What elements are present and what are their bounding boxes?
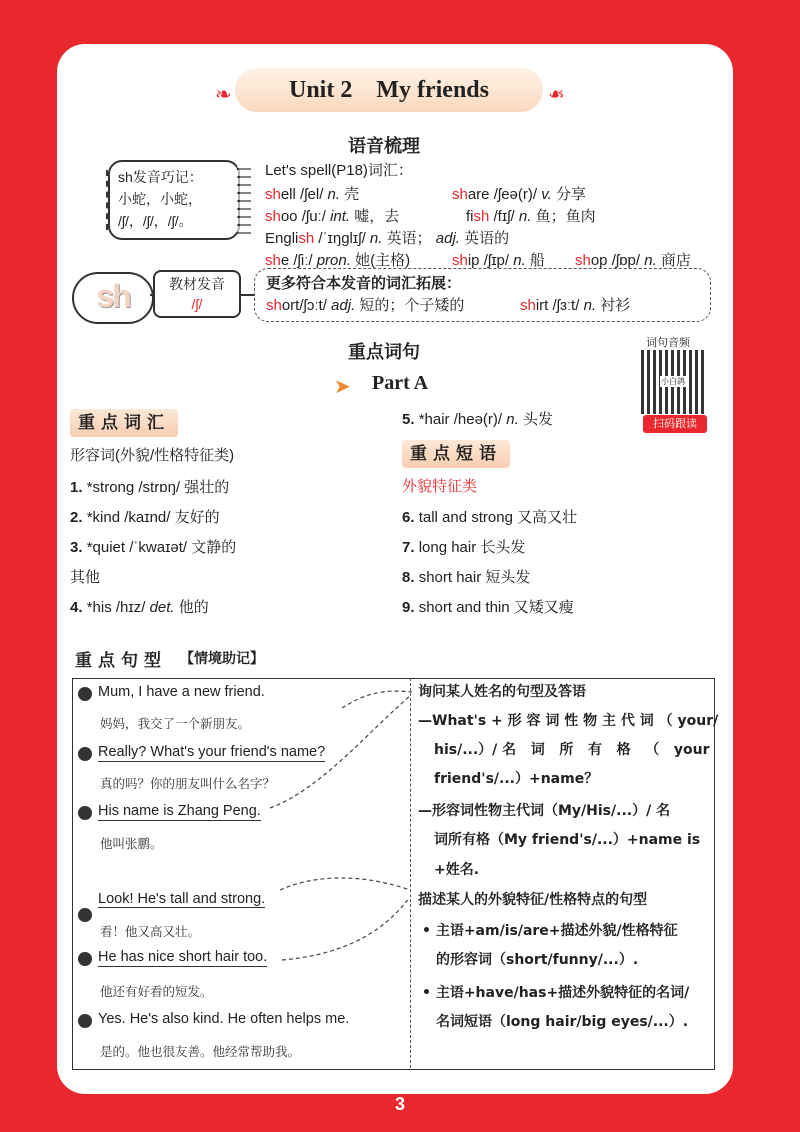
rule1-title: 询问某人姓名的句型及答语 — [418, 684, 586, 700]
scan-button[interactable]: 扫码跟读 — [643, 415, 707, 433]
connector-line-2 — [241, 294, 254, 296]
dialogue-en-4: Look! He's tall and strong. — [98, 891, 266, 907]
vocab-item-1: 1. *strong /strɒŋ/ 强壮的 — [70, 479, 230, 496]
word-shirt: shirt /ʃɜːt/ n. 衬衫 — [520, 297, 631, 314]
word-shop: shop /ʃɒp/ n. 商店 — [575, 252, 691, 269]
textbook-pronunciation-box — [153, 270, 241, 318]
dialogue-en-3: His name is Zhang Peng. — [98, 803, 261, 819]
qr-label: 词句音频 — [646, 337, 690, 349]
speaker-mum-icon-2 — [78, 952, 92, 966]
dialogue-en-1: Mum, I have a new friend. — [98, 684, 265, 700]
rule1-line2: his/...）/ 名 词 所 有 格 （ your — [434, 742, 710, 758]
rule1-line1: —What's + 形 容 词 性 物 主 代 词 （ your/ — [418, 713, 719, 729]
phrase-item-7: 7. long hair 长头发 — [402, 539, 526, 556]
dialogue-cn-1: 妈妈，我交了一个新朋友。 — [100, 716, 251, 731]
connector-arrow-2 — [270, 696, 410, 808]
dialogue-en-5: He has nice short hair too. — [98, 949, 268, 965]
speaker-boy-icon-4 — [78, 1014, 92, 1028]
connector-arrows-2 — [280, 900, 420, 970]
word-ship: ship /ʃɪp/ n. 船 — [452, 252, 545, 269]
textbook-label: 教材发音 — [169, 276, 225, 292]
sentence-subheading: 【情境助记】 — [180, 650, 264, 666]
dialogue-cn-3: 他叫张鹏。 — [100, 836, 163, 851]
dialogue-cn-5: 他还有好看的短发。 — [100, 984, 213, 999]
dialogue-cn-2: 真的吗？你的朋友叫什么名字？ — [100, 776, 276, 791]
leaf-right-icon: ❧ — [548, 84, 565, 106]
vocab-item-5: 5. *hair /heə(r)/ n. 头发 — [402, 411, 553, 428]
vocab-tag: 重点词汇 — [70, 409, 178, 437]
speaker-boy-icon-3 — [78, 908, 92, 922]
rule1-line5: 词所有格（My friend's/...）+name is — [434, 832, 701, 848]
mnemonic-line2: 小蛇，小蛇， — [118, 191, 202, 207]
vocab-category-other: 其他 — [70, 569, 101, 586]
unit-title-text: Unit 2 My friends — [289, 77, 489, 103]
word-she: she /ʃiː/ pron. 她(主格) — [265, 252, 411, 269]
textbook-ipa: /ʃ/ — [191, 296, 203, 312]
phrase-item-8: 8. short hair 短头发 — [402, 569, 531, 586]
extension-label: 更多符合本发音的词汇拓展： — [266, 275, 462, 292]
spell-label: Let's spell(P18)词汇： — [265, 162, 413, 179]
notebook-rings-icon — [237, 162, 251, 238]
mnemonic-line3: /ʃ/，/ʃ/，/ʃ/。 — [118, 213, 193, 229]
qr-brand: 小白鸽 — [661, 377, 685, 386]
dialogue-en-6: Yes. He's also kind. He often helps me. — [98, 1011, 350, 1027]
part-label: Part A — [372, 372, 429, 394]
unit-title — [235, 68, 543, 112]
rule2-line1: • 主语+am/is/are+描述外貌/性格特征 — [422, 923, 678, 939]
connector-arrow-4 — [282, 900, 412, 960]
leaf-left-icon: ❧ — [215, 84, 232, 106]
vocab-item-3: 3. *quiet /ˈkwaɪət/ 文静的 — [70, 539, 237, 556]
speaker-mum-icon — [78, 747, 92, 761]
rule2-line4: 名词短语（long hair/big eyes/...）. — [436, 1014, 689, 1030]
word-fish: fish /fɪʃ/ n. 鱼；鱼肉 — [466, 208, 596, 225]
dialogue-cn-4: 看！他又高又壮。 — [100, 924, 201, 939]
vocab-item-2: 2. *kind /kaɪnd/ 友好的 — [70, 509, 220, 526]
key-heading: 重点词句 — [348, 342, 420, 363]
rule2-line3: • 主语+have/has+描述外貌特征的名词/ — [422, 985, 690, 1001]
word-english: English /ˈɪŋglɪʃ/ n. 英语； adj. 英语的 — [265, 230, 510, 247]
word-shoo: shoo /ʃuː/ int. 嘘，去 — [265, 208, 400, 225]
phrase-item-9: 9. short and thin 又矮又瘦 — [402, 599, 574, 616]
dialogue-cn-6: 是的。他也很友善。他经常帮助我。 — [100, 1044, 301, 1059]
word-shell: shell /ʃel/ n. 壳 — [265, 186, 360, 203]
rule1-line3: friend's/...）+name？ — [434, 771, 599, 787]
connector-arrow-3 — [280, 878, 410, 890]
rule1-line6: +姓名. — [434, 862, 480, 878]
word-short: short/ʃɔːt/ adj. 短的；个子矮的 — [266, 297, 465, 314]
word-share: share /ʃeə(r)/ v. 分享 — [452, 186, 586, 203]
sh-logo: sh — [72, 272, 154, 324]
speaker-boy-icon — [78, 687, 92, 701]
sentence-heading: 重点句型 — [75, 651, 167, 670]
dialogue-en-2: Really? What's your friend's name? — [98, 744, 326, 760]
page-number: 3 — [394, 1094, 405, 1114]
connector-arrow-1 — [342, 691, 412, 708]
paper-plane-icon: ➤ — [334, 376, 351, 398]
speaker-boy-icon-2 — [78, 806, 92, 820]
vocab-item-4: 4. *his /hɪz/ det. 他的 — [70, 599, 209, 616]
rule1-line4: —形容词性物主代词（My/His/...）/ 名 — [418, 803, 671, 819]
phrase-tag: 重点短语 — [402, 440, 510, 468]
vocab-category-adj: 形容词(外貌/性格特征类) — [70, 447, 235, 464]
rule2-line2: 的形容词（short/funny/...）. — [436, 952, 639, 968]
rule2-title: 描述某人的外貌特征/性格特点的句型 — [418, 892, 648, 908]
mnemonic-box — [108, 160, 240, 240]
phonics-heading: 语音梳理 — [348, 136, 420, 157]
connector-arrows — [260, 680, 420, 910]
mnemonic-line1: sh发音巧记： — [118, 169, 203, 185]
phrase-item-6: 6. tall and strong 又高又壮 — [402, 509, 578, 526]
phrase-category: 外貌特征类 — [402, 478, 478, 495]
